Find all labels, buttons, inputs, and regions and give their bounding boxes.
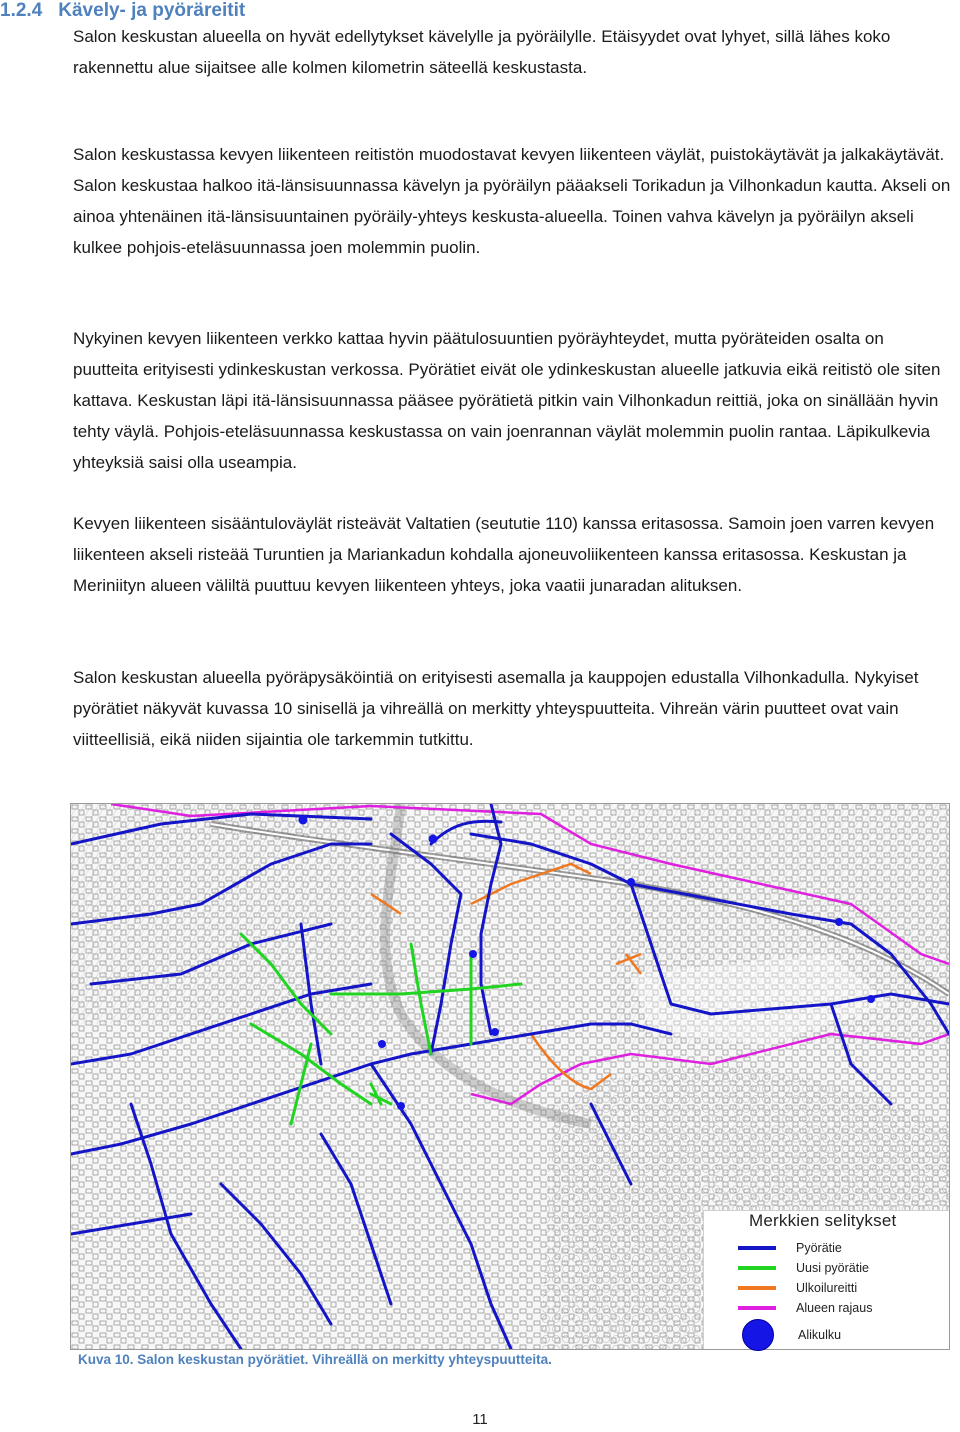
legend-label: Ulkoilureitti <box>796 1281 858 1295</box>
paragraph-text: Salon keskustassa kevyen liikenteen reitistön muodostavat kevyen liikenteen väylät, puistokäytävät ja jalkakäytävät. Salon keskustaa halkoo itä-länsisuunnassa kävelyn ja pyöräilyn pääakseli Torikadun ja Vilhonkadun kautta. Akseli on ainoa yhtenäinen itä-länsisuuntainen pyöräily-yhteys keskusta-alueella. Toinen vahva kävelyn ja pyöräilyn akseli kulkee pohjois-eteläsuunnassa joen molemmin puolin. <box>73 145 951 257</box>
legend-label: Pyörätie <box>796 1241 842 1255</box>
paragraph-5 <box>73 662 953 755</box>
legend-swatch <box>738 1306 776 1310</box>
paragraph-4 <box>73 508 953 601</box>
legend-swatch <box>738 1266 776 1270</box>
paragraph-text: Salon keskustan alueella pyöräpysäköintiä on erityisesti asemalla ja kauppojen edustalla Vilhonkadulla. Nykyiset pyörätiet näkyvät kuvassa 10 sinisellä ja vihreällä on merkitty yhteyspuutteita. Vihreän värin puutteet ovat vain viitteellisiä, eikä niiden sijaintia ole tarkemmin tutkittu. <box>73 668 919 749</box>
legend-swatch <box>738 1246 776 1250</box>
legend-swatch <box>738 1286 776 1290</box>
legend-title: Merkkien selitykset <box>749 1211 897 1230</box>
paragraph-text: Nykyinen kevyen liikenteen verkko kattaa hyvin päätulosuuntien pyöräyhteydet, mutta pyöräteiden osalta on puutteita erityisesti ydinkeskustan verkossa. Pyörätiet eivät ole ydinkeskustan alueelle jatkuvia eikä reitistö ole siten kattava. Keskustan läpi itä-länsisuunnassa pääsee pyörätietä pitkin vain Vilhonkadun reittiä, joka on sinällään hyvin tehty väylä. Pohjois-eteläsuunnassa keskustassa on vain joenrannan väylät molemmin puolin rantaa. Läpikulkevia yhteyksiä saisi olla useampia. <box>73 329 941 472</box>
paragraph-text: Kevyen liikenteen sisääntuloväylät risteävät Valtatien (seututie 110) kanssa eritasossa. Samoin joen varren kevyen liikenteen akseli risteää Turuntien ja Mariankadun kohdalla ajoneuvoliikenteen kanssa eritasossa. Keskustan ja Meriniityn alueen väliltä puuttuu kevyen liikenteen yhteys, joka vaatii junaradan alituksen. <box>73 514 935 595</box>
paragraph-1 <box>73 21 953 83</box>
paragraph-3 <box>73 323 953 478</box>
legend-item-new-path <box>738 1257 869 1279</box>
section-number: 1.2.4 <box>0 0 43 21</box>
legend-item-outdoor-route <box>738 1277 857 1299</box>
legend-item-boundary <box>738 1297 872 1319</box>
legend-item-underpass <box>738 1319 841 1351</box>
page-number: 11 <box>472 1411 488 1428</box>
figure-caption: Kuva 10. Salon keskustan pyörätiet. Vihreällä on merkitty yhteyspuutteita. <box>78 1352 552 1367</box>
legend-label: Alikulku <box>798 1328 842 1342</box>
section-title: Kävely- ja pyöräreitit <box>58 0 246 21</box>
legend-label: Uusi pyörätie <box>796 1261 869 1275</box>
legend-label: Alueen rajaus <box>796 1301 873 1315</box>
paragraph-text: Salon keskustan alueella on hyvät edellytykset kävelylle ja pyöräilylle. Etäisyydet ovat lyhyet, sillä lähes koko rakennettu alue sijaitsee alle kolmen kilometrin säteellä keskustasta. <box>73 27 891 77</box>
underpass-circle-icon <box>742 1319 774 1351</box>
legend-item-cycle-path <box>738 1237 842 1259</box>
paragraph-2 <box>73 139 953 263</box>
map-legend <box>703 1210 949 1349</box>
